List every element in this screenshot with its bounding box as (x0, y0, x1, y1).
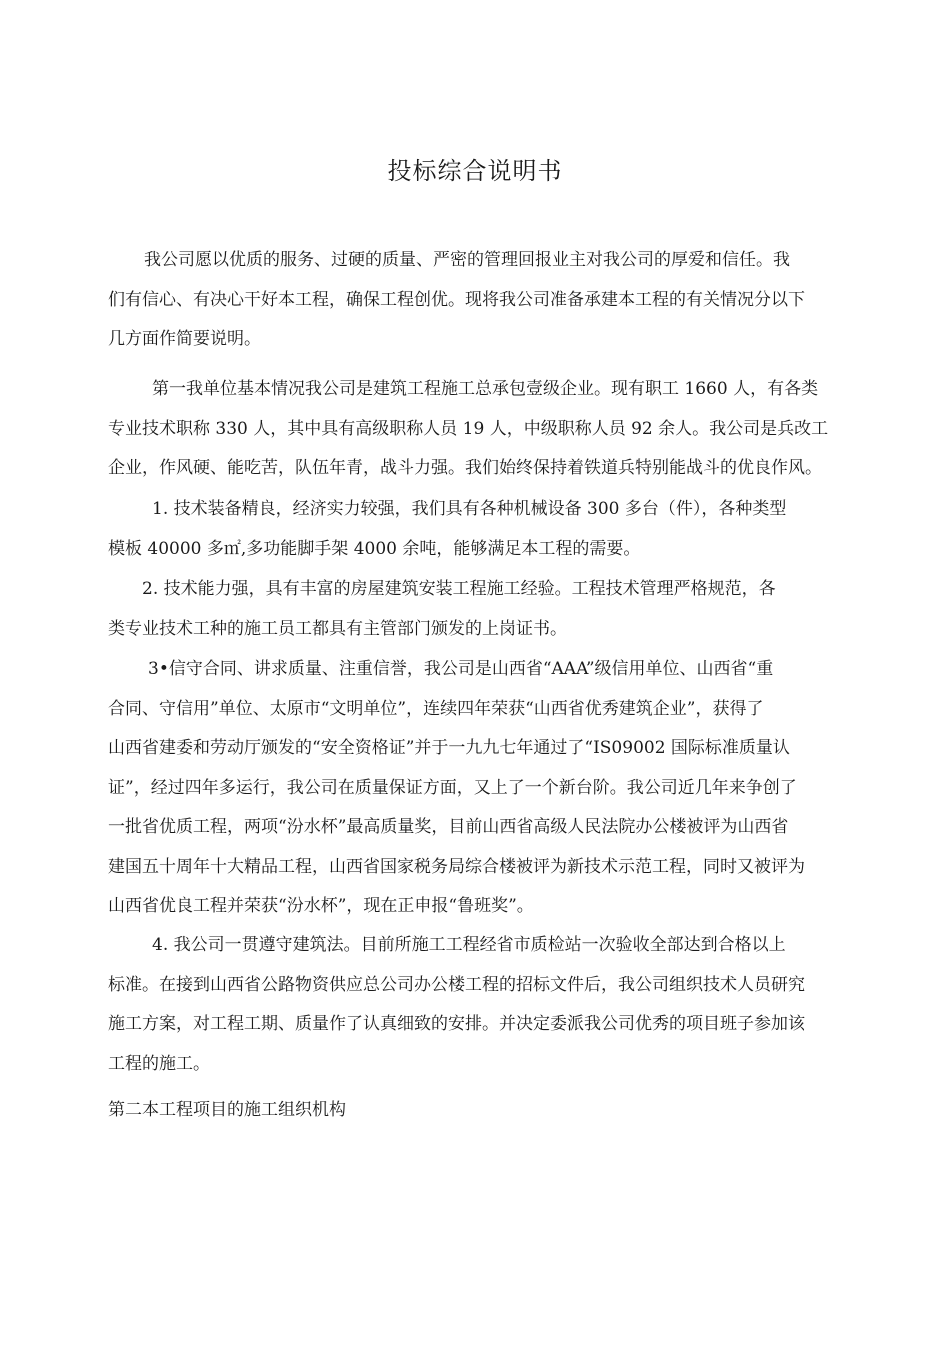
section2-heading: 第二本工程项目的施工组织机构 (108, 1100, 346, 1120)
item3-paragraph (108, 650, 850, 927)
item3-line: 一批省优质工程，两项“汾水杯”最高质量奖，目前山西省高级人民法院办公楼被评为山西省 (108, 817, 789, 837)
item3-line: 山西省优良工程并荣获“汾水杯”，现在正申报“鲁班奖”。 (108, 896, 534, 916)
item4-line: 标准。在接到山西省公路物资供应总公司办公楼工程的招标文件后，我公司组织技术人员研究 (108, 974, 805, 995)
item3-line: 建国五十周年十大精品工程，山西省国家税务局综合楼被评为新技术示范工程，同时又被评为 (108, 856, 805, 877)
item3-line: 山西省建委和劳动厅颁发的“安全资格证”并于一九九七年通过了“IS09002 国际标准质量认 (108, 738, 790, 758)
intro-line: 几方面作简要说明。 (108, 329, 261, 349)
item2-line: 类专业技术工种的施工员工都具有主管部门颁发的上岗证书。 (108, 618, 567, 639)
item1-line: 模板 40000 多㎡,多功能脚手架 4000 余吨，能够满足本工程的需要。 (108, 538, 641, 559)
item1-paragraph (108, 490, 850, 569)
item4-line: 施工方案，对工程工期、质量作了认真细致的安排。并决定委派我公司优秀的项目班子参加该 (108, 1014, 805, 1034)
section1-paragraph (108, 370, 850, 489)
item2-paragraph (108, 570, 850, 649)
item4-paragraph (108, 926, 850, 1084)
item4-line: 4. 我公司一贯遵守建筑法。目前所施工工程经省市质检站一次验收全部达到合格以上 (152, 935, 786, 955)
section1-line: 专业技术职称 330 人，其中具有高级职称人员 19 人，中级职称人员 92 余人。我公司是兵改工 (108, 418, 829, 439)
item3-line: 证”，经过四年多运行，我公司在质量保证方面，又上了一个新台阶。我公司近几年来争创了 (108, 777, 797, 798)
item1-line: 1. 技术装备精良，经济实力较强，我们具有各种机械设备 300 多台（件），各种类型 (152, 499, 787, 519)
item2-line: 2. 技术能力强，具有丰富的房屋建筑安装工程施工经验。工程技术管理严格规范，各 (142, 579, 776, 599)
section1-line: 企业，作风硬、能吃苦，队伍年青，战斗力强。我们始终保持着铁道兵特别能战斗的优良作风。 (108, 458, 822, 478)
intro-line: 们有信心、有决心干好本工程，确保工程创优。现将我公司准备承建本工程的有关情况分以下 (108, 289, 805, 310)
document-title: 投标综合说明书 (387, 157, 563, 185)
item3-line: 合同、守信用”单位、太原市“文明单位”，连续四年荣获“山西省优秀建筑企业”，获得了 (108, 698, 764, 719)
item3-line: 3•信守合同、讲求质量、注重信誉，我公司是山西省“AAA”级信用单位、山西省“重 (148, 659, 774, 679)
intro-paragraph (108, 241, 850, 360)
item4-line: 工程的施工。 (108, 1053, 210, 1074)
intro-line: 我公司愿以优质的服务、过硬的质量、严密的管理回报业主对我公司的厚爱和信任。我 (144, 250, 790, 270)
section1-line: 第一我单位基本情况我公司是建筑工程施工总承包壹级企业。现有职工 1660 人，有各类 (152, 379, 819, 399)
